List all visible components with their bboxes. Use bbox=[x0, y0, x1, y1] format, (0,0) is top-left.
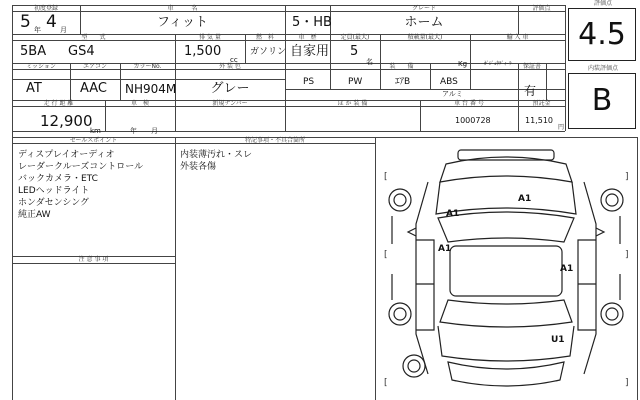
sales-point: バックカメラ・ETC bbox=[18, 174, 98, 184]
label-aircon: エアコン bbox=[83, 63, 107, 70]
label-grade: グレード bbox=[411, 5, 436, 12]
label-color-no: カラーNo. bbox=[133, 63, 162, 70]
vehicle-no-value: 1000728 bbox=[455, 116, 491, 125]
equip-abs: ABS bbox=[440, 77, 458, 87]
capacity-unit: 名 bbox=[366, 58, 373, 66]
color-no-value: NH904M bbox=[125, 82, 177, 96]
model-code-value: 5BA bbox=[20, 44, 47, 59]
month-unit: 月 bbox=[60, 26, 67, 34]
rule bbox=[565, 5, 566, 131]
damage-mark-left-door: A1 bbox=[438, 244, 452, 254]
label-car-name: 車 名 bbox=[167, 5, 198, 12]
bracket-right: ] bbox=[625, 172, 629, 182]
equip-alloy: アルミ bbox=[442, 90, 463, 98]
displacement-value: 1,500 bbox=[184, 44, 222, 59]
load-unit: Kg bbox=[458, 60, 468, 68]
import-note: ｶﾞｼﾞｭｳﾃﾞｨｰﾗ bbox=[484, 61, 512, 67]
sales-point: LEDヘッドライト bbox=[18, 186, 90, 196]
label-interior-score: 内装評価点 bbox=[587, 65, 618, 72]
score-value: 4.5 bbox=[578, 17, 626, 52]
label-fuel: 燃 料 bbox=[255, 34, 274, 41]
label-usage: 車 歴 bbox=[298, 34, 317, 41]
rule bbox=[175, 137, 176, 400]
month-value: 4 bbox=[46, 12, 57, 32]
interior-grade-value: B bbox=[591, 83, 613, 118]
label-recycle: 預託金 bbox=[532, 100, 551, 107]
label-sales-points: セールスポイント bbox=[69, 137, 118, 144]
label-model: 型 式 bbox=[81, 34, 106, 41]
damage-mark-hood: A1 bbox=[446, 209, 460, 219]
rule bbox=[637, 137, 638, 400]
body-type-value: 5・HB bbox=[292, 15, 332, 30]
fuel-value: ガソリン bbox=[250, 47, 287, 57]
label-first-reg: 初度登録 bbox=[33, 5, 58, 12]
label-other-equipment: ほ か 装 備 bbox=[337, 100, 368, 107]
label-load: 積載量(最大) bbox=[407, 34, 443, 41]
sales-point: 純正AW bbox=[18, 210, 51, 220]
bracket-right: ] bbox=[625, 378, 629, 388]
note-line: 内装薄汚れ・スレ bbox=[180, 150, 253, 160]
label-warranty: 保証書 bbox=[522, 63, 541, 70]
year-unit: 年 bbox=[34, 26, 41, 34]
label-mission: ミッション bbox=[26, 63, 56, 70]
bracket-left: [ bbox=[384, 172, 388, 182]
recycle-unit: 円 bbox=[558, 124, 565, 131]
aircon-value: AAC bbox=[80, 81, 107, 96]
label-mileage: 走 行 距 離 bbox=[43, 100, 74, 107]
label-inspection: 車 検 bbox=[130, 100, 149, 107]
label-notes: 特記事項・不具合箇所 bbox=[244, 137, 305, 144]
sales-point: レーダークルーズコントロール bbox=[18, 162, 144, 172]
label-score: 評価点 bbox=[593, 0, 612, 7]
note-line: 外装各傷 bbox=[180, 162, 217, 172]
year-value: 5 bbox=[20, 12, 31, 32]
rule bbox=[12, 263, 175, 264]
label-displacement: 排 気 量 bbox=[199, 34, 221, 41]
bracket-left: [ bbox=[384, 250, 388, 260]
inspection-unit: 年 月 bbox=[130, 127, 158, 135]
rule bbox=[546, 63, 547, 100]
label-new-plate: 新規ナンバー bbox=[212, 100, 248, 107]
car-diagram bbox=[376, 144, 636, 400]
equip-airbag: ｴｱB bbox=[395, 77, 411, 87]
label-exterior-color: 外 装 色 bbox=[219, 63, 241, 70]
mission-value: AT bbox=[26, 81, 42, 96]
grade-value: ホーム bbox=[404, 15, 444, 30]
warranty-value: 有 bbox=[524, 84, 537, 98]
damage-mark-rear: U1 bbox=[551, 335, 565, 345]
damage-mark-right-door: A1 bbox=[560, 264, 574, 274]
sales-point: ホンダセンシング bbox=[18, 198, 90, 208]
label-remark: 評価点 bbox=[532, 5, 551, 12]
label-vehicle-no: 車 台 番 号 bbox=[454, 100, 484, 107]
exterior-color-value: グレー bbox=[210, 81, 250, 96]
label-import: 輸 入 車 bbox=[506, 34, 529, 41]
bracket-left: [ bbox=[384, 378, 388, 388]
label-capacity: 定員(最大) bbox=[340, 34, 370, 41]
damage-mark-right-front: A1 bbox=[518, 194, 532, 204]
rule bbox=[285, 89, 565, 90]
equip-pw: PW bbox=[348, 77, 363, 87]
mileage-value: 12,900 bbox=[40, 112, 93, 130]
model-prefix-value: GS4 bbox=[68, 44, 95, 59]
displacement-unit: cc bbox=[230, 56, 238, 64]
bracket-right: ] bbox=[625, 250, 629, 260]
car-name-value: フィット bbox=[157, 15, 208, 30]
equip-ps: PS bbox=[303, 77, 315, 87]
usage-value: 自家用 bbox=[290, 44, 330, 59]
label-caution: 注 意 事 項 bbox=[78, 256, 109, 263]
sales-point: ディスプレイオーディオ bbox=[18, 150, 115, 160]
recycle-value: 11,510 bbox=[525, 116, 553, 125]
label-equipment: 装 備 bbox=[389, 63, 414, 70]
mileage-unit: km bbox=[90, 127, 101, 135]
capacity-value: 5 bbox=[350, 44, 359, 59]
rule bbox=[12, 79, 285, 80]
